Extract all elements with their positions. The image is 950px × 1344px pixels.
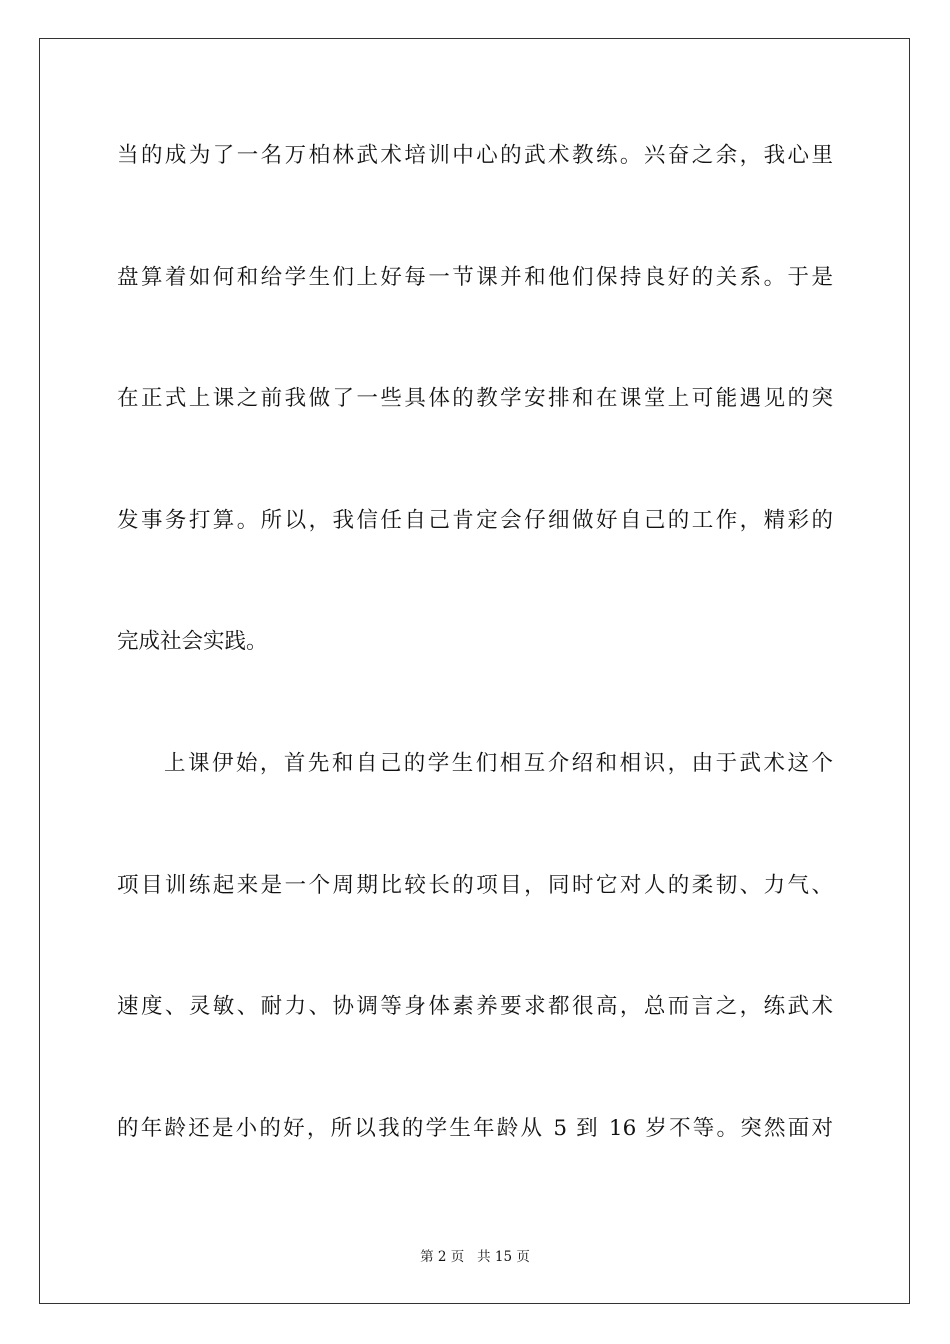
paragraph-line: 项目训练起来是一个周期比较长的项目，同时它对人的柔韧、力气、 bbox=[117, 872, 833, 898]
paragraph-line: 上课伊始，首先和自己的学生们相互介绍和相识，由于武术这个 bbox=[164, 750, 833, 776]
paragraph-line: 盘算着如何和给学生们上好每一节课并和他们保持良好的关系。于是 bbox=[117, 264, 833, 290]
page-footer bbox=[0, 1248, 950, 1266]
page-number: 第 2 页 共 15 页 bbox=[420, 1249, 530, 1265]
paragraph-line: 完成社会实践。 bbox=[117, 629, 268, 655]
paragraph-line: 的年龄还是小的好，所以我的学生年龄从 5 到 16 岁不等。突然面对 bbox=[117, 1115, 833, 1141]
document-body bbox=[117, 132, 833, 1226]
paragraph-line: 当的成为了一名万柏林武术培训中心的武术教练。兴奋之余，我心里 bbox=[117, 143, 833, 168]
paragraph-line: 发事务打算。所以，我信任自己肯定会仔细做好自己的工作，精彩的 bbox=[117, 507, 833, 533]
paragraph-line: 在正式上课之前我做了一些具体的教学安排和在课堂上可能遇见的突 bbox=[117, 386, 833, 412]
paragraph-line: 速度、灵敏、耐力、协调等身体素养要求都很高，总而言之，练武术 bbox=[117, 994, 833, 1020]
